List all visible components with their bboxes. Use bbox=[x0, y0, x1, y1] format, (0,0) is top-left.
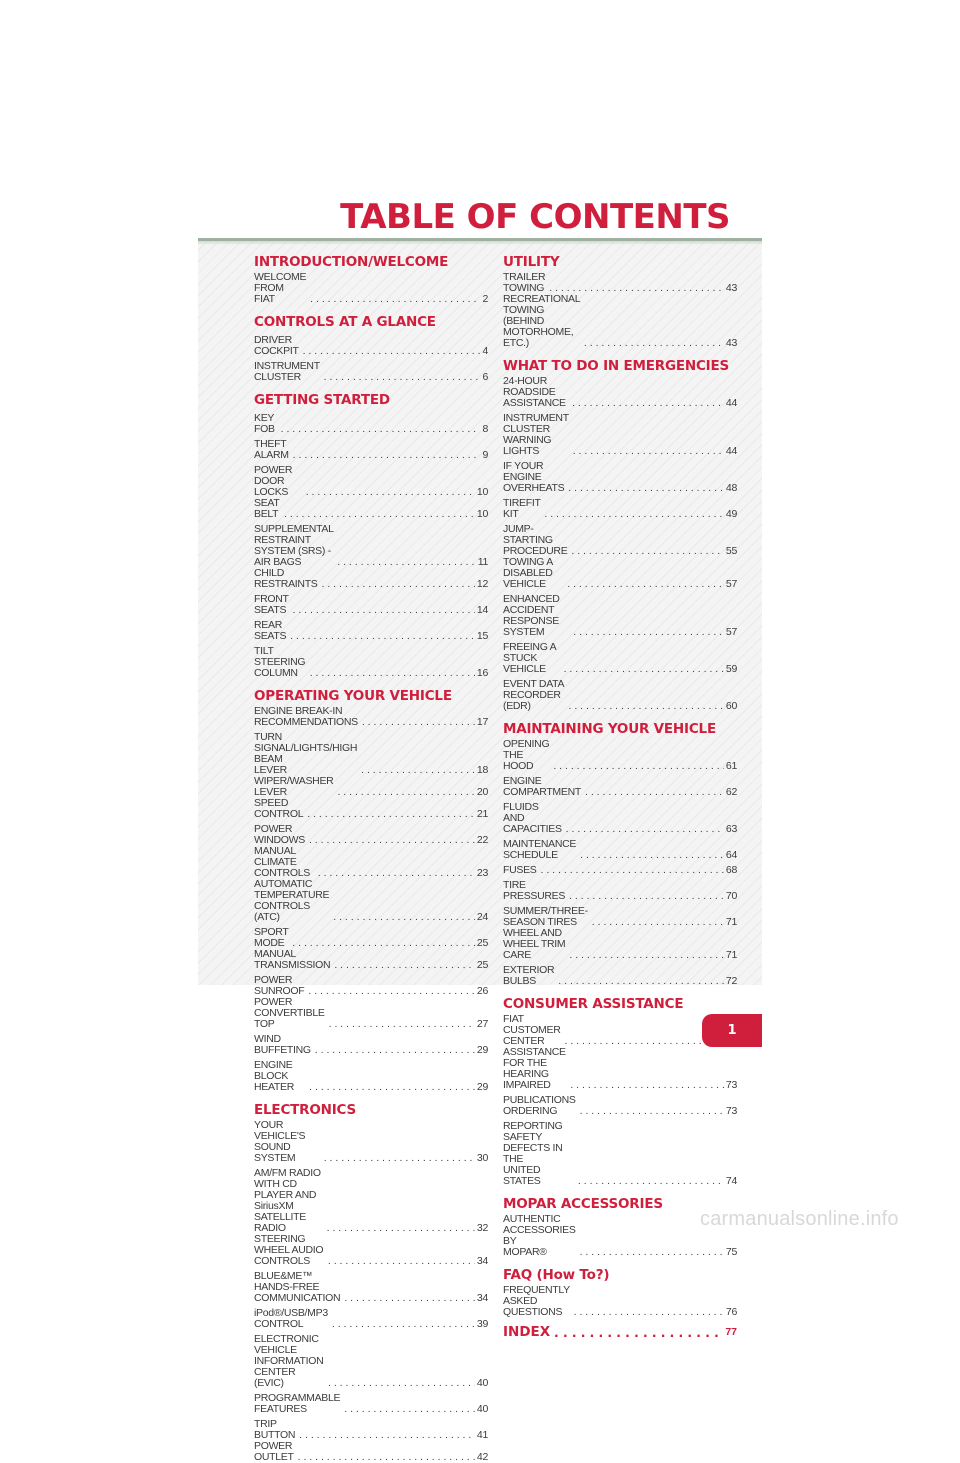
entry-title: REAR SEATS bbox=[254, 619, 287, 642]
toc-entry[interactable] bbox=[254, 798, 488, 820]
toc-entry[interactable] bbox=[503, 272, 737, 294]
toc-entry[interactable] bbox=[254, 568, 488, 590]
dot-leader bbox=[308, 986, 475, 997]
entry-title: iPod®/USB/MP3 CONTROL bbox=[254, 1307, 328, 1330]
toc-entry[interactable] bbox=[254, 1120, 488, 1164]
entry-page-number: 43 bbox=[725, 282, 737, 294]
entry-page-number: 60 bbox=[725, 700, 737, 712]
entry-title: EVENT DATA RECORDER (EDR) bbox=[503, 678, 564, 712]
dot-leader bbox=[592, 917, 724, 928]
entry-title: ENGINE COMPARTMENT bbox=[503, 775, 581, 798]
toc-section-getting-started bbox=[254, 392, 488, 679]
entry-page-number: 63 bbox=[725, 823, 737, 835]
toc-section-introduction-welcome bbox=[254, 254, 488, 305]
toc-section-maintaining-your-vehicle bbox=[503, 721, 737, 987]
toc-entry[interactable] bbox=[254, 465, 488, 498]
entry-page-number: 59 bbox=[725, 663, 737, 675]
section-title: OPERATING YOUR VEHICLE bbox=[254, 688, 452, 704]
toc-entry[interactable] bbox=[503, 679, 737, 712]
toc-entry[interactable] bbox=[254, 975, 488, 997]
dot-leader bbox=[329, 1019, 475, 1030]
dot-leader bbox=[344, 1404, 475, 1415]
entry-page-number: 29 bbox=[476, 1081, 488, 1093]
toc-entry[interactable] bbox=[254, 524, 488, 568]
dot-leader bbox=[303, 346, 481, 357]
entry-page-number: 73 bbox=[725, 1079, 737, 1091]
entry-title: MANUAL CLIMATE CONTROLS bbox=[254, 845, 310, 879]
toc-entry[interactable] bbox=[254, 498, 488, 520]
entry-page-number: 76 bbox=[725, 1306, 737, 1318]
entry-page-number: 2 bbox=[482, 293, 488, 305]
entry-title: ENGINE BLOCK HEATER bbox=[254, 1059, 295, 1093]
toc-entry[interactable] bbox=[254, 1393, 488, 1415]
entry-title: ENHANCED ACCIDENT RESPONSE SYSTEM bbox=[503, 593, 560, 638]
toc-entry[interactable] bbox=[254, 413, 488, 435]
dot-leader bbox=[573, 446, 724, 457]
entry-page-number: 18 bbox=[476, 764, 488, 776]
dot-leader bbox=[327, 1223, 475, 1234]
toc-entry[interactable] bbox=[254, 1234, 488, 1267]
entry-title: TIREFIT KIT bbox=[503, 497, 541, 520]
entry-title: FREQUENTLY ASKED QUESTIONS bbox=[503, 1284, 570, 1318]
entry-title: FRONT SEATS bbox=[254, 593, 289, 616]
toc-entry[interactable] bbox=[503, 557, 737, 590]
entry-page-number: 72 bbox=[725, 975, 737, 987]
dot-leader bbox=[293, 450, 481, 461]
dot-leader bbox=[570, 1080, 724, 1091]
entry-title: OPENING THE HOOD bbox=[503, 738, 550, 772]
dot-leader bbox=[566, 824, 724, 835]
toc-section-utility bbox=[503, 254, 737, 349]
dot-leader bbox=[318, 868, 475, 879]
entry-page-number: 10 bbox=[476, 486, 488, 498]
toc-entry[interactable] bbox=[503, 739, 737, 772]
toc-entry[interactable] bbox=[254, 1419, 488, 1441]
toc-entry[interactable] bbox=[254, 997, 488, 1030]
toc-entry[interactable] bbox=[254, 1308, 488, 1330]
toc-entry[interactable] bbox=[503, 376, 737, 409]
dot-leader bbox=[292, 938, 475, 949]
toc-entry[interactable] bbox=[503, 880, 737, 902]
entry-title: CHILD RESTRAINTS bbox=[254, 567, 318, 590]
toc-entry[interactable] bbox=[254, 927, 488, 949]
entry-page-number: 26 bbox=[476, 985, 488, 997]
section-title: INTRODUCTION/WELCOME bbox=[254, 254, 449, 270]
entry-page-number: 75 bbox=[725, 1246, 737, 1258]
entry-title: FLUIDS AND CAPACITIES bbox=[503, 801, 562, 835]
entry-page-number: 73 bbox=[725, 1105, 737, 1117]
toc-entry[interactable] bbox=[254, 1034, 488, 1056]
entry-page-number: 70 bbox=[725, 890, 737, 902]
entry-page-number: 21 bbox=[476, 808, 488, 820]
entry-page-number: 9 bbox=[482, 449, 488, 461]
dot-leader bbox=[554, 1324, 723, 1341]
dot-leader bbox=[290, 631, 475, 642]
dot-leader bbox=[344, 1293, 475, 1304]
entry-page-number: 71 bbox=[725, 949, 737, 961]
entry-page-number: 40 bbox=[476, 1377, 488, 1389]
toc-entry[interactable] bbox=[503, 965, 737, 987]
entry-page-number: 44 bbox=[725, 397, 737, 409]
toc-entry[interactable] bbox=[254, 949, 488, 971]
entry-page-number: 10 bbox=[476, 508, 488, 520]
section-title: ELECTRONICS bbox=[254, 1102, 357, 1118]
entry-title: POWER SUNROOF bbox=[254, 974, 305, 997]
entry-page-number: 49 bbox=[725, 508, 737, 520]
entry-page-number: 25 bbox=[476, 937, 488, 949]
dot-leader bbox=[334, 960, 475, 971]
toc-entry[interactable] bbox=[503, 1285, 737, 1318]
dot-leader bbox=[544, 509, 724, 520]
toc-entry[interactable] bbox=[503, 776, 737, 798]
toc-entry[interactable] bbox=[254, 879, 488, 923]
toc-entry[interactable] bbox=[254, 594, 488, 616]
toc-entry[interactable] bbox=[254, 1060, 488, 1093]
toc-section-operating-your-vehicle bbox=[254, 688, 488, 1093]
dot-leader bbox=[585, 787, 724, 798]
dot-leader bbox=[571, 546, 724, 557]
dot-leader bbox=[361, 765, 475, 776]
entry-title: WIND BUFFETING bbox=[254, 1033, 311, 1056]
section-title: FAQ (How To?) bbox=[503, 1267, 610, 1283]
dot-leader bbox=[568, 483, 724, 494]
dot-leader bbox=[578, 1176, 724, 1187]
entry-title: BLUE&ME™ HANDS-FREE COMMUNICATION bbox=[254, 1270, 341, 1304]
toc-left-column bbox=[254, 254, 488, 1463]
toc-entry[interactable] bbox=[503, 839, 737, 861]
toc-entry[interactable] bbox=[254, 706, 488, 728]
section-title: CONTROLS AT A GLANCE bbox=[254, 314, 436, 330]
entry-page-number: 20 bbox=[476, 786, 488, 798]
entry-page-number: 34 bbox=[476, 1292, 488, 1304]
dot-leader bbox=[569, 891, 724, 902]
dot-leader bbox=[324, 372, 481, 383]
entry-title: EXTERIOR BULBS bbox=[503, 964, 555, 987]
section-title: CONSUMER ASSISTANCE bbox=[503, 996, 684, 1012]
toc-entry[interactable] bbox=[503, 1121, 737, 1187]
entry-page-number: 62 bbox=[725, 786, 737, 798]
entry-title: AM/FM RADIO WITH CD PLAYER AND SiriusXM SATELLITE RADIO bbox=[254, 1167, 321, 1234]
title-rule bbox=[198, 238, 762, 241]
toc-entry[interactable] bbox=[503, 498, 737, 520]
entry-page-number: 25 bbox=[476, 959, 488, 971]
entry-title: AUTHENTIC ACCESSORIES BY MOPAR® bbox=[503, 1213, 576, 1258]
entry-page-number: 41 bbox=[476, 1429, 488, 1441]
index-page: 77 bbox=[725, 1326, 737, 1338]
entry-title: MANUAL TRANSMISSION bbox=[254, 948, 331, 971]
section-title: MAINTAINING YOUR VEHICLE bbox=[503, 721, 716, 737]
entry-title: TURN SIGNAL/LIGHTS/HIGH BEAM LEVER bbox=[254, 731, 358, 776]
toc-entry[interactable] bbox=[254, 824, 488, 846]
dot-leader bbox=[572, 398, 724, 409]
toc-entry[interactable] bbox=[503, 1047, 737, 1091]
dot-leader bbox=[315, 1045, 475, 1056]
dot-leader bbox=[337, 557, 475, 568]
entry-title: SUPPLEMENTAL RESTRAINT SYSTEM (SRS) - AIR BAGS bbox=[254, 523, 334, 568]
entry-title: REPORTING SAFETY DEFECTS IN THE UNITED STATES bbox=[503, 1120, 563, 1187]
dot-leader bbox=[284, 509, 475, 520]
toc-entry[interactable] bbox=[254, 439, 488, 461]
dot-leader bbox=[580, 1106, 724, 1117]
toc-entry[interactable] bbox=[254, 846, 488, 879]
toc-section-electronics bbox=[254, 1102, 488, 1463]
page-number-tab bbox=[702, 1014, 762, 1047]
dot-leader bbox=[567, 579, 724, 590]
entry-title: TRIP BUTTON bbox=[254, 1418, 296, 1441]
toc-entry[interactable] bbox=[503, 865, 737, 876]
toc-section-faq-how-to bbox=[503, 1267, 737, 1318]
toc-right-sections bbox=[503, 254, 737, 1318]
entry-title: IF YOUR ENGINE OVERHEATS bbox=[503, 460, 565, 494]
toc-entry[interactable] bbox=[254, 776, 488, 798]
entry-title: WELCOME FROM FIAT bbox=[254, 271, 307, 305]
entry-title: POWER OUTLET bbox=[254, 1440, 294, 1463]
dot-leader bbox=[565, 1036, 724, 1047]
entry-page-number: 29 bbox=[476, 1044, 488, 1056]
entry-title: PROGRAMMABLE FEATURES bbox=[254, 1392, 341, 1415]
dot-leader bbox=[553, 761, 724, 772]
dot-leader bbox=[298, 1452, 475, 1463]
section-title: MOPAR ACCESSORIES bbox=[503, 1196, 663, 1212]
dot-leader bbox=[580, 850, 724, 861]
toc-section-what-to-do-in-emergencies bbox=[503, 358, 737, 712]
dot-leader bbox=[281, 424, 481, 435]
dot-leader bbox=[568, 701, 723, 712]
entry-title: RECREATIONAL TOWING (BEHIND MOTORHOME, ETC.) bbox=[503, 293, 580, 349]
dot-leader bbox=[309, 1082, 475, 1093]
dot-leader bbox=[541, 865, 724, 876]
entry-title: POWER WINDOWS bbox=[254, 823, 305, 846]
toc-entry[interactable] bbox=[254, 1271, 488, 1304]
entry-page-number: 8 bbox=[482, 423, 488, 435]
toc-section-controls-at-a-glance bbox=[254, 314, 488, 383]
entry-title: TILT STEERING COLUMN bbox=[254, 645, 306, 679]
entry-page-number: 44 bbox=[725, 445, 737, 457]
dot-leader bbox=[558, 976, 724, 987]
toc-entry[interactable] bbox=[503, 802, 737, 835]
toc-entry[interactable] bbox=[503, 906, 737, 928]
entry-title: AUTOMATIC TEMPERATURE CONTROLS (ATC) bbox=[254, 878, 330, 923]
entry-page-number: 39 bbox=[476, 1318, 488, 1330]
entry-page-number: 4 bbox=[482, 345, 488, 357]
toc-entry[interactable] bbox=[254, 732, 488, 776]
toc-index-entry[interactable] bbox=[503, 1324, 737, 1341]
dot-leader bbox=[564, 664, 724, 675]
entry-page-number: 15 bbox=[476, 630, 488, 642]
entry-title: KEY FOB bbox=[254, 412, 275, 435]
dot-leader bbox=[310, 668, 475, 679]
dot-leader bbox=[580, 1247, 724, 1258]
entry-title: SEAT BELT bbox=[254, 497, 280, 520]
entry-title: INSTRUMENT CLUSTER bbox=[254, 360, 320, 383]
dot-leader bbox=[322, 579, 475, 590]
entry-page-number: 17 bbox=[476, 716, 488, 728]
entry-page-number: 34 bbox=[476, 1255, 488, 1267]
entry-title: ELECTRONIC VEHICLE INFORMATION CENTER (EVIC) bbox=[254, 1333, 324, 1389]
toc-entry[interactable] bbox=[254, 1168, 488, 1234]
toc-entry[interactable] bbox=[254, 272, 488, 305]
toc-entry[interactable] bbox=[254, 1441, 488, 1463]
dot-leader bbox=[310, 294, 480, 305]
entry-page-number: 57 bbox=[725, 626, 737, 638]
entry-title: 24-HOUR ROADSIDE ASSISTANCE bbox=[503, 375, 566, 409]
dot-leader bbox=[333, 912, 475, 923]
entry-page-number: 14 bbox=[476, 604, 488, 616]
entry-page-number: 23 bbox=[476, 867, 488, 879]
entry-title: INSTRUMENT CLUSTER WARNING LIGHTS bbox=[503, 412, 569, 457]
dot-leader bbox=[309, 835, 475, 846]
toc-entry[interactable] bbox=[503, 294, 737, 349]
dot-leader bbox=[328, 1256, 475, 1267]
toc-entry[interactable] bbox=[254, 646, 488, 679]
entry-title: ASSISTANCE FOR THE HEARING IMPAIRED bbox=[503, 1046, 566, 1091]
entry-page-number: 43 bbox=[725, 337, 737, 349]
dot-leader bbox=[328, 1378, 475, 1389]
toc-entry[interactable] bbox=[503, 1095, 737, 1117]
entry-page-number: 61 bbox=[725, 760, 737, 772]
dot-leader bbox=[306, 487, 475, 498]
entry-page-number: 32 bbox=[476, 1222, 488, 1234]
entry-page-number: 30 bbox=[476, 1152, 488, 1164]
entry-title: FIAT CUSTOMER CENTER bbox=[503, 1013, 561, 1047]
page-number: 1 bbox=[727, 1023, 737, 1038]
dot-leader bbox=[569, 950, 724, 961]
entry-title: PUBLICATIONS ORDERING bbox=[503, 1094, 576, 1117]
entry-title: YOUR VEHICLE'S SOUND SYSTEM bbox=[254, 1119, 306, 1164]
entry-title: POWER CONVERTIBLE TOP bbox=[254, 996, 325, 1030]
entry-title: SUMMER/THREE-SEASON TIRES bbox=[503, 905, 588, 928]
section-title: UTILITY bbox=[503, 254, 560, 270]
dot-leader bbox=[299, 1430, 475, 1441]
toc-entry[interactable] bbox=[503, 413, 737, 457]
dot-leader bbox=[292, 605, 474, 616]
entry-page-number: 64 bbox=[725, 849, 737, 861]
section-title: GETTING STARTED bbox=[254, 392, 390, 408]
toc-entry[interactable] bbox=[254, 620, 488, 642]
toc-entry[interactable] bbox=[503, 928, 737, 961]
entry-page-number: 71 bbox=[725, 916, 737, 928]
dot-leader bbox=[584, 338, 724, 349]
toc-entry[interactable] bbox=[503, 594, 737, 638]
entry-page-number: 40 bbox=[476, 1403, 488, 1415]
entry-page-number: 6 bbox=[482, 371, 488, 383]
toc-entry[interactable] bbox=[254, 361, 488, 383]
entry-title: SPORT MODE bbox=[254, 926, 289, 949]
entry-page-number: 24 bbox=[476, 911, 488, 923]
dot-leader bbox=[573, 627, 724, 638]
entry-title: WHEEL AND WHEEL TRIM CARE bbox=[503, 927, 566, 961]
entry-title: WIPER/WASHER LEVER bbox=[254, 775, 334, 798]
entry-page-number: 55 bbox=[725, 545, 737, 557]
toc-entry[interactable] bbox=[503, 524, 737, 557]
dot-leader bbox=[307, 809, 475, 820]
entry-page-number: 11 bbox=[477, 556, 488, 568]
entry-page-number: 22 bbox=[476, 834, 488, 846]
entry-title: FUSES bbox=[503, 864, 537, 876]
dot-leader bbox=[337, 787, 474, 798]
entry-title: JUMP-STARTING PROCEDURE bbox=[503, 523, 568, 557]
entry-title: MAINTENANCE SCHEDULE bbox=[503, 838, 577, 861]
entry-page-number: 16 bbox=[476, 667, 488, 679]
dot-leader bbox=[324, 1153, 475, 1164]
toc-entry[interactable] bbox=[254, 335, 488, 357]
entry-title: THEFT ALARM bbox=[254, 438, 289, 461]
toc-right-column bbox=[503, 254, 737, 1341]
page-title: TABLE OF CONTENTS bbox=[340, 197, 730, 237]
dot-leader bbox=[332, 1319, 475, 1330]
entry-page-number: 42 bbox=[476, 1451, 488, 1463]
entry-title: TIRE PRESSURES bbox=[503, 879, 566, 902]
entry-title: DRIVER COCKPIT bbox=[254, 334, 299, 357]
entry-title: TRAILER TOWING bbox=[503, 271, 546, 294]
toc-entry[interactable] bbox=[254, 1334, 488, 1389]
entry-page-number: 12 bbox=[476, 578, 488, 590]
entry-page-number: 48 bbox=[725, 482, 737, 494]
entry-title: SPEED CONTROL bbox=[254, 797, 304, 820]
toc-entry[interactable] bbox=[503, 642, 737, 675]
entry-title: TOWING A DISABLED VEHICLE bbox=[503, 556, 553, 590]
entry-title: ENGINE BREAK-IN RECOMMENDATIONS bbox=[254, 705, 358, 728]
section-title: WHAT TO DO IN EMERGENCIES bbox=[503, 358, 730, 374]
entry-title: POWER DOOR LOCKS bbox=[254, 464, 293, 498]
entry-title: FREEING A STUCK VEHICLE bbox=[503, 641, 556, 675]
entry-page-number: 68 bbox=[725, 864, 737, 876]
entry-title: STEERING WHEEL AUDIO CONTROLS bbox=[254, 1233, 324, 1267]
watermark: carmanualsonline.info bbox=[700, 1208, 899, 1230]
dot-leader bbox=[574, 1307, 724, 1318]
index-title: INDEX bbox=[503, 1324, 551, 1340]
entry-page-number: 74 bbox=[725, 1175, 737, 1187]
toc-entry[interactable] bbox=[503, 461, 737, 494]
entry-page-number: 57 bbox=[725, 578, 737, 590]
entry-page-number: 27 bbox=[476, 1018, 488, 1030]
dot-leader bbox=[362, 717, 475, 728]
